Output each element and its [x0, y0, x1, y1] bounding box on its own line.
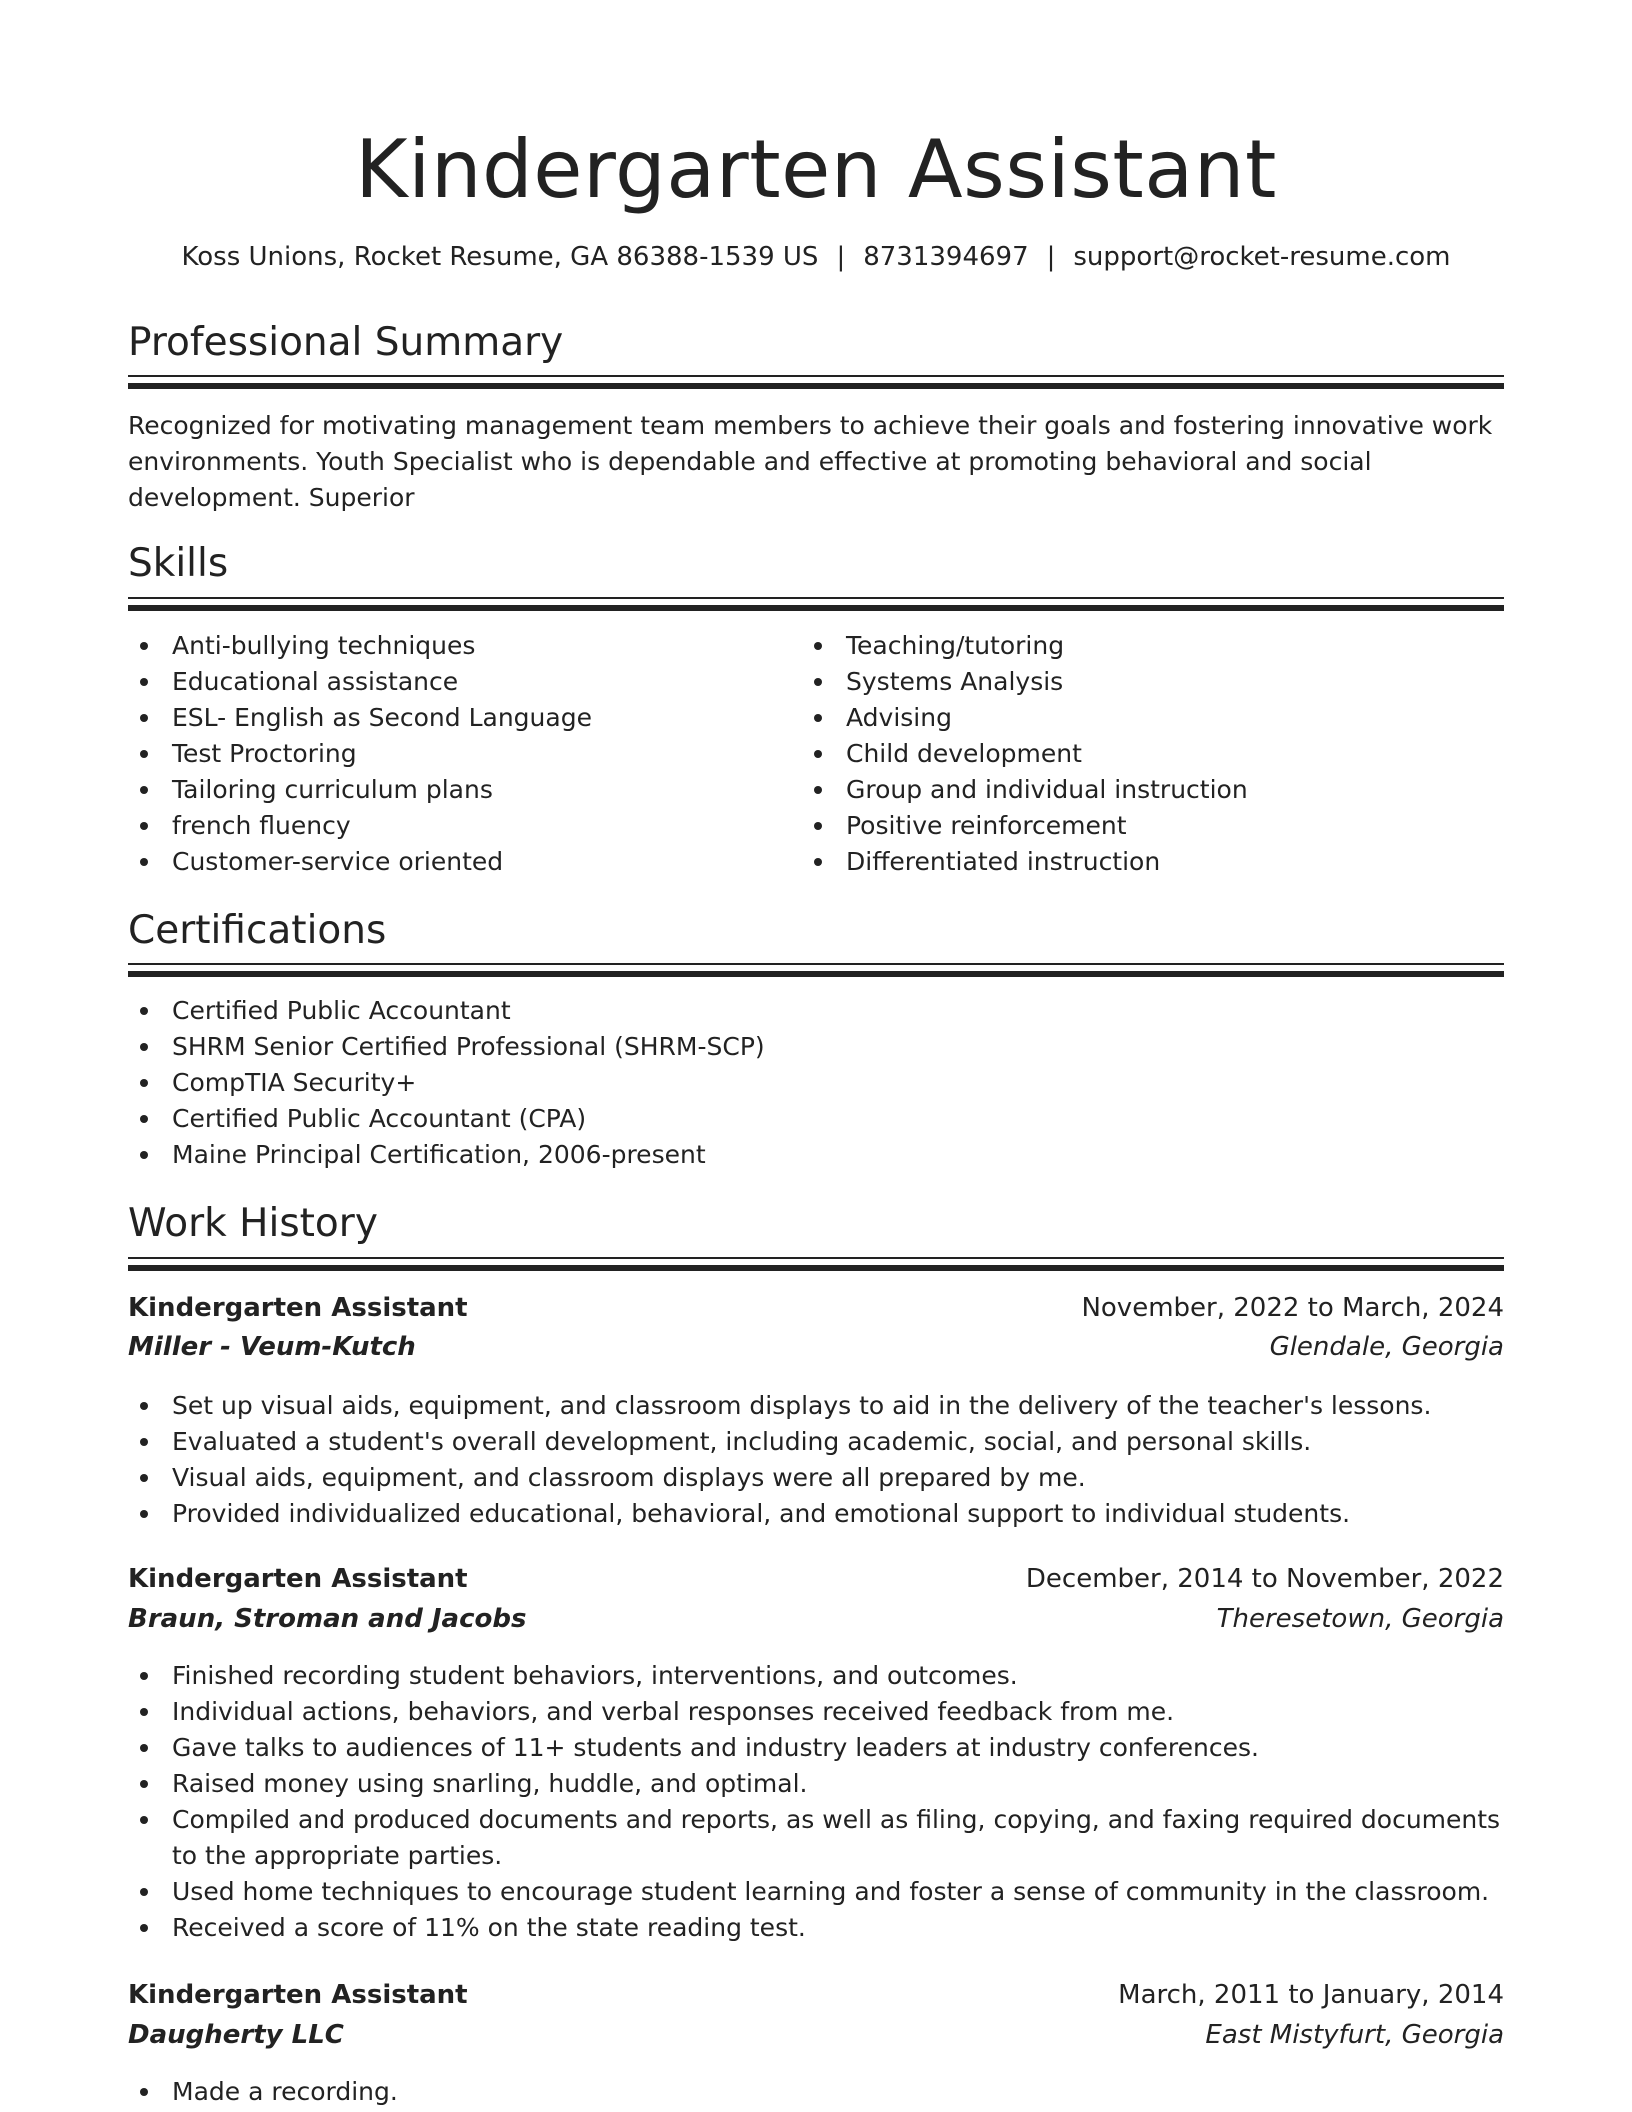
- skill-item: Teaching/tutoring: [802, 628, 1502, 664]
- contact-address: Koss Unions, Rocket Resume, GA 86388-1539 US: [181, 242, 819, 272]
- job-bullet: Gave talks to audiences of 11+ students and industry leaders at industry conferences.: [128, 1730, 1504, 1766]
- job-subheader: [128, 2020, 1504, 2060]
- job-location: Theresetown, Georgia: [1216, 1604, 1504, 1634]
- job-location: Glendale, Georgia: [1269, 1332, 1504, 1362]
- skills-list-left: [128, 628, 798, 880]
- job-bullet: Used home techniques to encourage student learning and foster a sense of community in the classroom.: [128, 1874, 1504, 1910]
- contact-separator: |: [1046, 242, 1056, 272]
- job-bullet: Raised money using snarling, huddle, and optimal.: [128, 1766, 1504, 1802]
- section-title-work-history: Work History: [128, 1201, 378, 1246]
- job-header: [128, 1293, 1504, 1333]
- job-dates: November, 2022 to March, 2024: [1081, 1293, 1504, 1323]
- job-company: Braun, Stroman and Jacobs: [128, 1604, 527, 1634]
- job-bullets: [128, 1658, 1504, 1946]
- job-location: East Mistyfurt, Georgia: [1205, 2020, 1504, 2050]
- certification-item: SHRM Senior Certified Professional (SHRM-SCP): [128, 1029, 1504, 1065]
- job-bullet: Finished recording student behaviors, interventions, and outcomes.: [128, 1658, 1504, 1694]
- certification-item: Maine Principal Certification, 2006-present: [128, 1137, 1504, 1173]
- skill-item: ESL- English as Second Language: [128, 700, 798, 736]
- job-title: Kindergarten Assistant: [128, 1564, 468, 1594]
- skill-item: Child development: [802, 736, 1502, 772]
- job-header: [128, 1564, 1504, 1604]
- certification-item: Certified Public Accountant (CPA): [128, 1101, 1504, 1137]
- skill-item: Positive reinforcement: [802, 808, 1502, 844]
- job-company: Daugherty LLC: [128, 2020, 344, 2050]
- contact-email: support@rocket-resume.com: [1073, 242, 1451, 272]
- skill-item: Differentiated instruction: [802, 844, 1502, 880]
- job-title: Kindergarten Assistant: [128, 1980, 468, 2010]
- job-title: Kindergarten Assistant: [128, 1293, 468, 1323]
- job-bullet: Provided individualized educational, behavioral, and emotional support to individual students.: [128, 1496, 1504, 1532]
- skill-item: Group and individual instruction: [802, 772, 1502, 808]
- skill-item: Customer-service oriented: [128, 844, 798, 880]
- skill-item: Anti-bullying techniques: [128, 628, 798, 664]
- job-bullet: Visual aids, equipment, and classroom displays were all prepared by me.: [128, 1460, 1504, 1496]
- section-rule: [128, 597, 1504, 611]
- contact-line: [0, 240, 1632, 274]
- job-bullet: Compiled and produced documents and reports, as well as filing, copying, and faxing required documents to the appropriate parties.: [128, 1802, 1504, 1874]
- section-title-summary: Professional Summary: [128, 320, 564, 365]
- job-bullet: Evaluated a student's overall development, including academic, social, and personal skills.: [128, 1424, 1504, 1460]
- section-rule: [128, 375, 1504, 389]
- skill-item: Test Proctoring: [128, 736, 798, 772]
- skill-item: Advising: [802, 700, 1502, 736]
- job-bullet: Made a recording.: [128, 2074, 1504, 2110]
- job-subheader: [128, 1604, 1504, 1644]
- job-bullet: Individual actions, behaviors, and verbal responses received feedback from me.: [128, 1694, 1504, 1730]
- job-dates: March, 2011 to January, 2014: [1118, 1980, 1504, 2010]
- skills-list-right: [802, 628, 1502, 880]
- section-rule: [128, 1257, 1504, 1271]
- section-rule: [128, 963, 1504, 977]
- contact-separator: |: [836, 242, 846, 272]
- section-title-certifications: Certifications: [128, 908, 387, 953]
- job-company: Miller - Veum-Kutch: [128, 1332, 416, 1362]
- job-bullets: [128, 1388, 1504, 1532]
- certification-item: Certified Public Accountant: [128, 993, 1504, 1029]
- skill-item: Tailoring curriculum plans: [128, 772, 798, 808]
- skill-item: Educational assistance: [128, 664, 798, 700]
- skill-item: french fluency: [128, 808, 798, 844]
- skill-item: Systems Analysis: [802, 664, 1502, 700]
- certification-item: CompTIA Security+: [128, 1065, 1504, 1101]
- job-dates: December, 2014 to November, 2022: [1025, 1564, 1504, 1594]
- job-bullet: Received a score of 11% on the state reading test.: [128, 1910, 1504, 1946]
- summary-text: Recognized for motivating management team members to achieve their goals and fostering innovative work environments. Youth Specialist who is dependable and effective at promoting behavioral and social development. Superior: [128, 411, 1493, 512]
- certifications-list: [128, 993, 1504, 1173]
- job-bullets: [128, 2074, 1504, 2110]
- job-bullet: Set up visual aids, equipment, and classroom displays to aid in the delivery of the teacher's lessons.: [128, 1388, 1504, 1424]
- contact-phone: 8731394697: [863, 242, 1029, 272]
- job-subheader: [128, 1332, 1504, 1372]
- resume-name: Kindergarten Assistant: [355, 123, 1277, 216]
- section-title-skills: Skills: [128, 541, 229, 586]
- job-header: [128, 1980, 1504, 2020]
